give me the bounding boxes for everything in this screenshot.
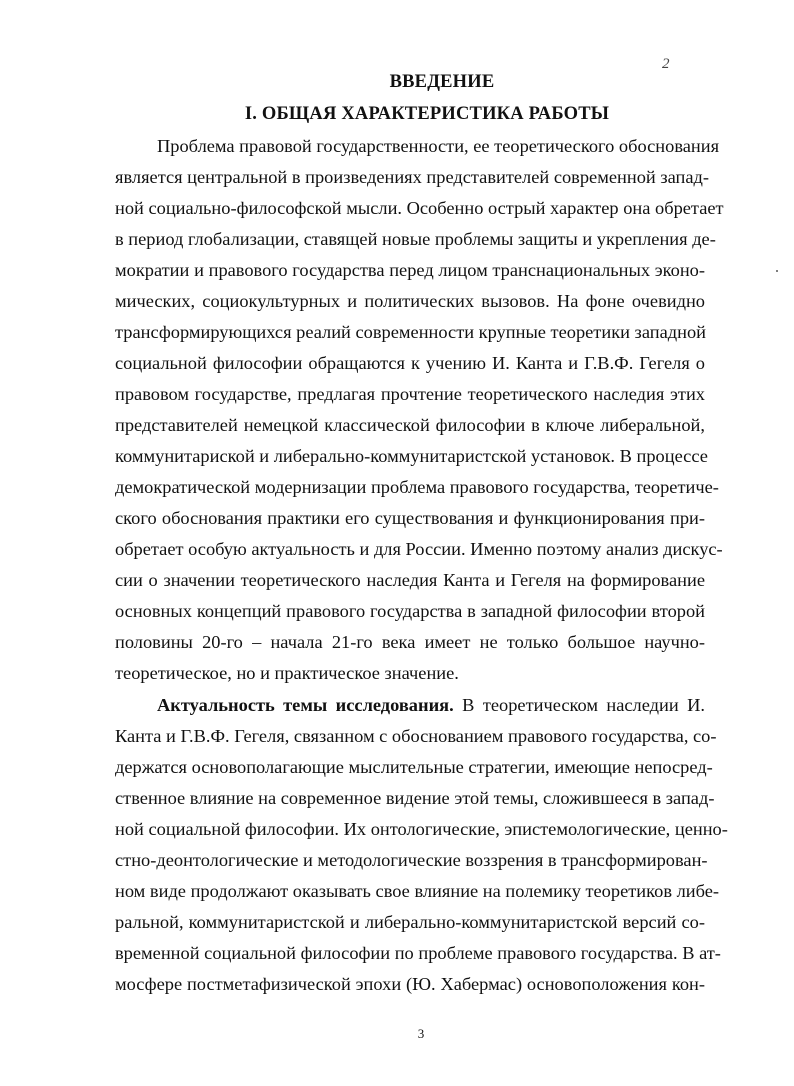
paragraph-line: ственное влияние на современное видение этой темы, сложившееся в запад- (115, 788, 715, 808)
paragraph-line: временной социальной философии по проблеме правового государства. В ат- (115, 943, 721, 963)
relevance-lead: Актуальность темы исследования. (157, 695, 454, 715)
paragraph-line: мосфере постметафизической эпохи (Ю. Хабермас) основоположения кон- (115, 974, 705, 994)
paragraph-line: коммунитариской и либерально-коммунитаристской установок. В процессе (115, 446, 708, 466)
paragraph-line: сии о значении теоретического наследия Канта и Гегеля на формирование (115, 570, 705, 590)
paragraph-line: обретает особую актуальность и для России. Именно поэтому анализ дискус- (115, 539, 723, 559)
paragraph-line: представителей немецкой классической философии в ключе либеральной, (115, 415, 705, 435)
paragraph-line: трансформирующихся реалий современности крупные теоретики западной (115, 322, 706, 342)
paragraph-line: социальной философии обращаются к учению И. Канта и Г.В.Ф. Гегеля о (115, 353, 705, 373)
paragraph-line: ральной, коммунитаристской и либерально-коммунитаристской версий со- (115, 912, 705, 932)
paragraph-line: мических, социокультурных и политических вызовов. На фоне очевидно (115, 291, 705, 311)
handwritten-page-mark: 2 (662, 56, 670, 72)
paragraph-line: демократической модернизации проблема правового государства, теоретиче- (115, 477, 719, 497)
paragraph-line: стно-деонтологические и методологические воззрения в трансформирован- (115, 850, 708, 870)
paragraph-line: является центральной в произведениях представителей современной запад- (115, 167, 710, 187)
paragraph-line: Проблема правовой государственности, ее теоретического обоснования (157, 136, 720, 156)
paragraph-line: основных концепций правового государства в западной философии второй (115, 601, 705, 621)
paragraph-line: ной социально-философской мысли. Особенно острый характер она обретает (115, 198, 724, 218)
paragraph-line: половины 20-го – начала 21-го века имеет не только большое научно- (115, 632, 705, 652)
paragraph-line: держатся основополагающие мыслительные стратегии, имеющие непосред- (115, 757, 713, 777)
paragraph-line: правовом государстве, предлагая прочтение теоретического наследия этих (115, 384, 705, 404)
paragraph-line: ского обоснования практики его существования и функционирования при- (115, 508, 705, 528)
paragraph-line: мократии и правового государства перед лицом транснациональных эконо- (115, 260, 705, 280)
scan-speck (776, 270, 778, 272)
paragraph-line: в период глобализации, ставящей новые проблемы защиты и укрепления де- (115, 229, 716, 249)
paragraph-line: теоретическое, но и практическое значение. (115, 663, 459, 683)
lead-continuation: В теоретическом наследии И. (453, 695, 705, 715)
paragraph-line: ном виде продолжают оказывать свое влияние на полемику теоретиков либе- (115, 881, 720, 901)
section-heading: ВВЕДЕНИЕ (389, 72, 495, 92)
paragraph-line: ной социальной философии. Их онтологические, эпистемологические, ценно- (115, 819, 728, 839)
paragraph-line: Канта и Г.В.Ф. Гегеля, связанном с обоснованием правового государства, со- (115, 726, 717, 746)
chapter-heading: I. ОБЩАЯ ХАРАКТЕРИСТИКА РАБОТЫ (244, 104, 610, 124)
page-number: 3 (417, 1026, 425, 1041)
paragraph-line (157, 694, 705, 716)
